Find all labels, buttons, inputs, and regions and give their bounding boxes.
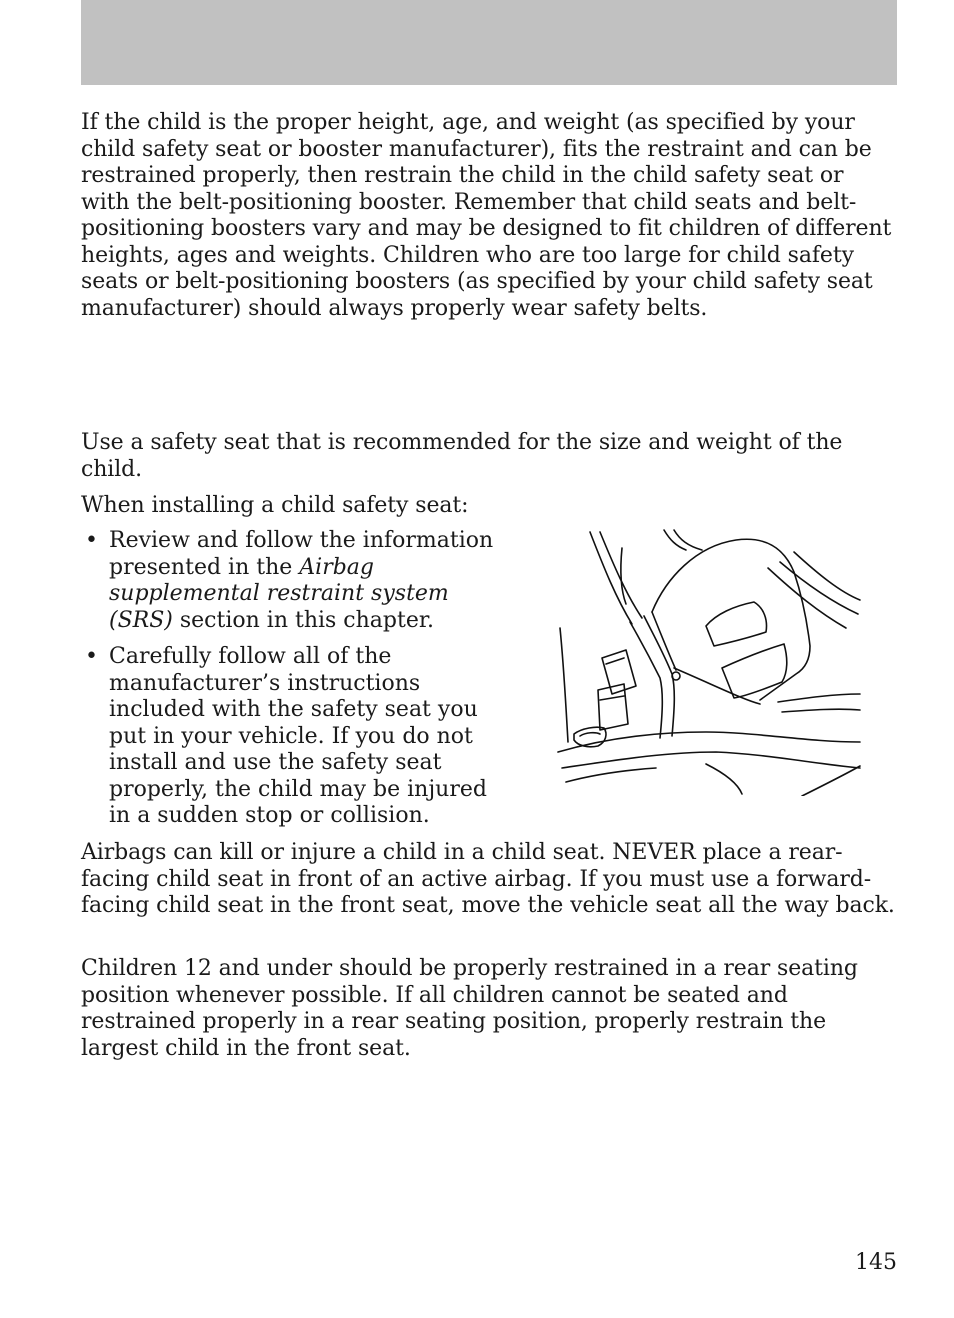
installing-lead: When installing a child safety seat: — [81, 493, 469, 518]
children-rear-seating-paragraph: Children 12 and under should be properly restrained in a rear seating position whenever possible. If all children cannot be seated and restrained properly in a rear seating position, properly restrain the largest child in the front seat. — [81, 956, 858, 1061]
installation-bullet-list — [81, 528, 501, 840]
recommend-paragraph: Use a safety seat that is recommended for the size and weight of the child. — [81, 430, 843, 482]
header-bar — [81, 0, 897, 85]
bullet-text-prefix: Review and follow the information presented in the — [109, 528, 494, 580]
bullet-dot-icon: • — [85, 644, 98, 669]
srs-section-reference: Airbag supplemental restraint system (SRS) — [109, 554, 449, 633]
page-number: 145 — [855, 1250, 897, 1275]
bullet-item-manufacturer-instructions — [81, 644, 501, 830]
bullet-item-review-srs — [81, 528, 501, 634]
child-seat-buckle-illustration — [556, 528, 862, 796]
intro-paragraph: If the child is the proper height, age, and weight (as specified by your child safety seat or booster manufacturer), fits the restraint and can be restrained properly, then restrain the child in the child safety seat or with the belt-positioning booster. Remember that child seats and belt-positioning boosters vary and may be designed to fit children of different heights, ages and weights. Children who are too large for child safety seats or belt-positioning boosters (as specified by your child safety seat manufacturer) should always properly wear safety belts. — [81, 110, 892, 321]
bullet-text-suffix: section in this chapter. — [172, 607, 434, 633]
bullet-dot-icon: • — [85, 528, 98, 553]
airbag-warning-paragraph: Airbags can kill or injure a child in a child seat. NEVER place a rear-facing child seat in front of an active airbag. If you must use a forward-facing child seat in the front seat, move the vehicle seat all the way back. — [81, 840, 895, 918]
bullet-text: Carefully follow all of the manufacturer’s instructions included with the safety seat you put in your vehicle. If you do not install and use the safety seat properly, the child may be injured in a sudden stop or collision. — [109, 644, 487, 828]
